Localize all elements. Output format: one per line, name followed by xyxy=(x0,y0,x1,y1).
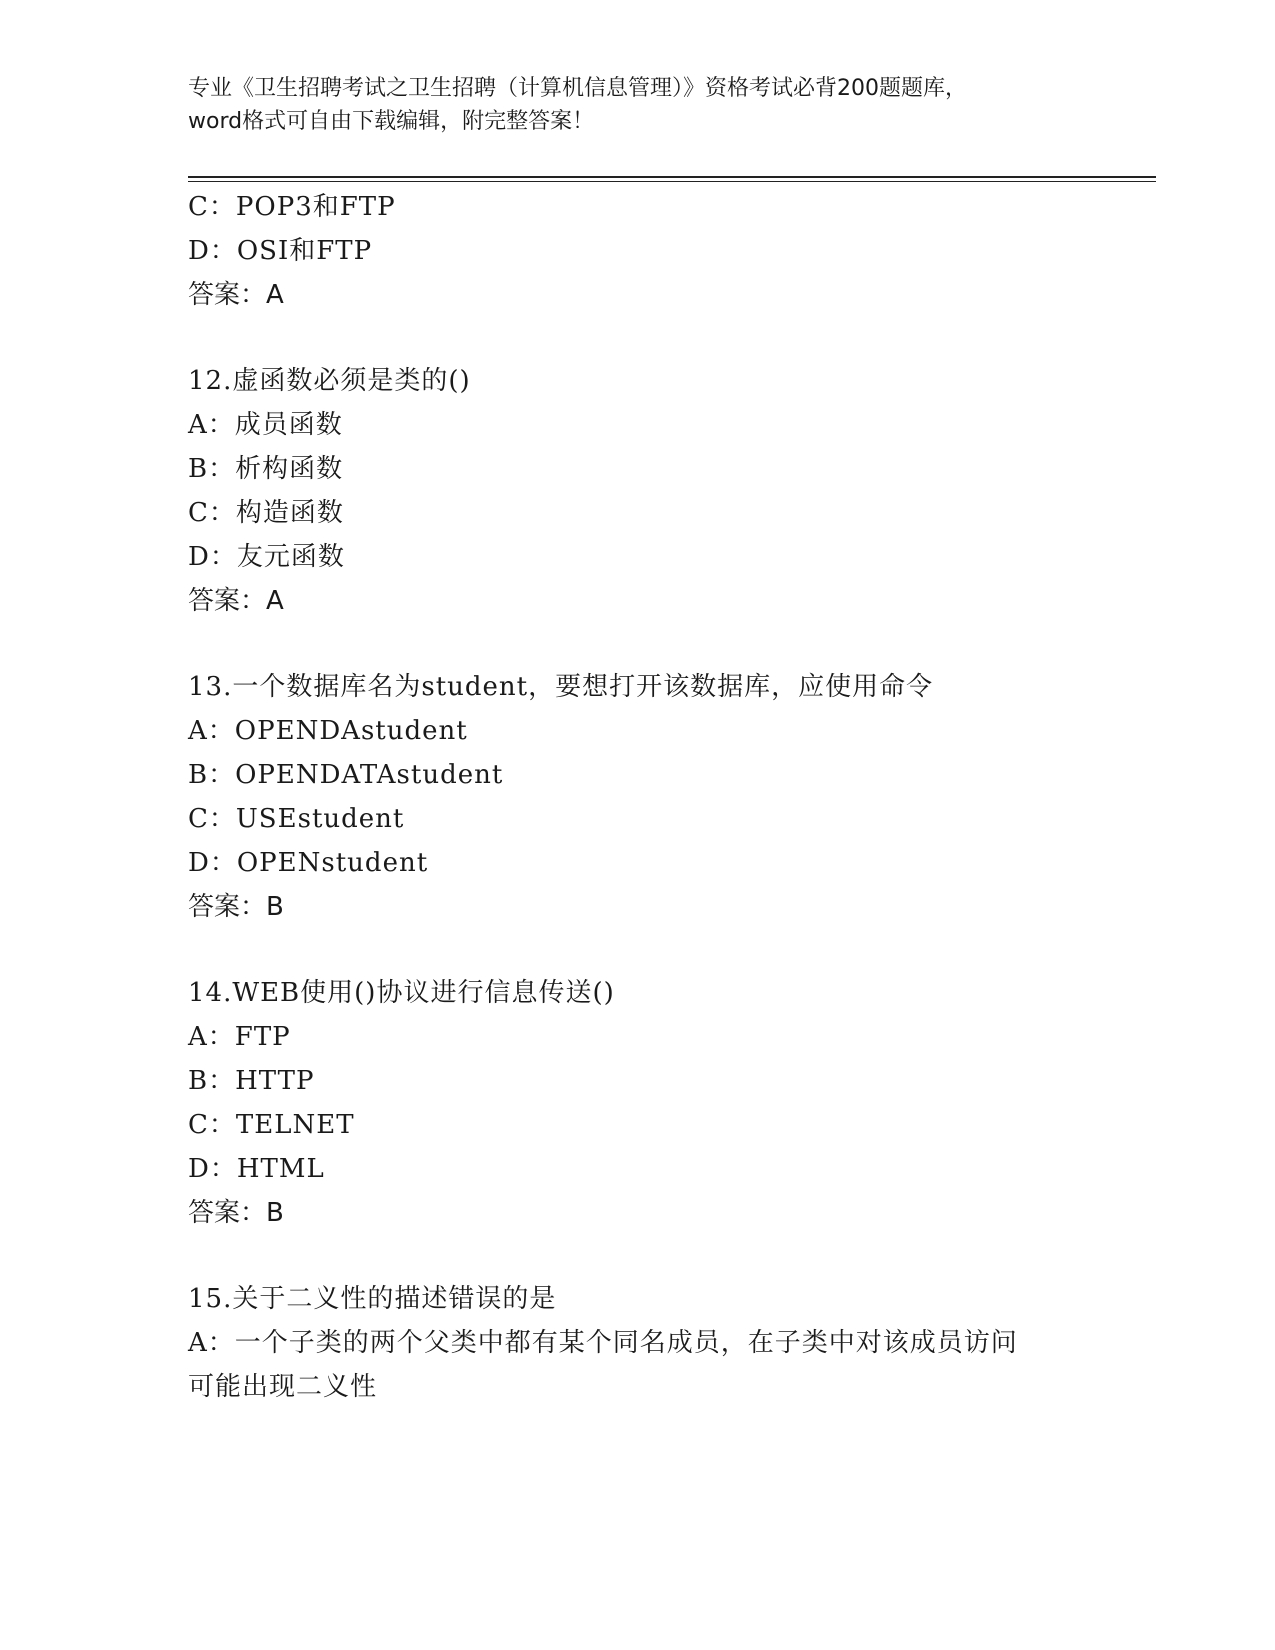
option-d: D：友元函数 xyxy=(188,542,345,572)
option-c: C：USEstudent xyxy=(188,804,405,834)
option-c: C：构造函数 xyxy=(188,498,344,528)
option-b: B：HTTP xyxy=(188,1066,315,1096)
option-a-continuation: 可能出现二义性 xyxy=(188,1372,378,1402)
document-header xyxy=(188,72,1088,138)
option-a: A：OPENDAstudent xyxy=(188,716,468,746)
header-divider xyxy=(188,176,1156,178)
option-b: B：OPENDATAstudent xyxy=(188,760,504,790)
header-divider-thin xyxy=(188,181,1156,182)
option-d: D：OSI和FTP xyxy=(188,236,373,266)
option-d: D：OPENstudent xyxy=(188,848,429,878)
option-a: A：一个子类的两个父类中都有某个同名成员，在子类中对该成员访问 xyxy=(188,1328,1018,1358)
option-c: C：POP3和FTP xyxy=(188,192,396,222)
answer-line: 答案：A xyxy=(188,280,284,310)
option-d: D：HTML xyxy=(188,1154,325,1184)
answer-line: 答案：B xyxy=(188,1198,284,1228)
option-a: A：FTP xyxy=(188,1022,291,1052)
option-c: C：TELNET xyxy=(188,1110,355,1140)
answer-line: 答案：A xyxy=(188,586,284,616)
answer-line: 答案：B xyxy=(188,892,284,922)
question-stem: 14.WEB使用()协议进行信息传送() xyxy=(188,978,615,1008)
option-a: A：成员函数 xyxy=(188,410,343,440)
question-stem: 15.关于二义性的描述错误的是 xyxy=(188,1284,557,1314)
question-stem: 12.虚函数必须是类的() xyxy=(188,366,471,396)
header-title-line-1: 专业《卫生招聘考试之卫生招聘（计算机信息管理）》资格考试必背200题题库， xyxy=(188,76,967,101)
header-title-line-2: word格式可自由下载编辑，附完整答案！ xyxy=(188,109,595,134)
option-b: B：析构函数 xyxy=(188,454,344,484)
question-stem: 13.一个数据库名为student，要想打开该数据库，应使用命令 xyxy=(188,672,934,702)
